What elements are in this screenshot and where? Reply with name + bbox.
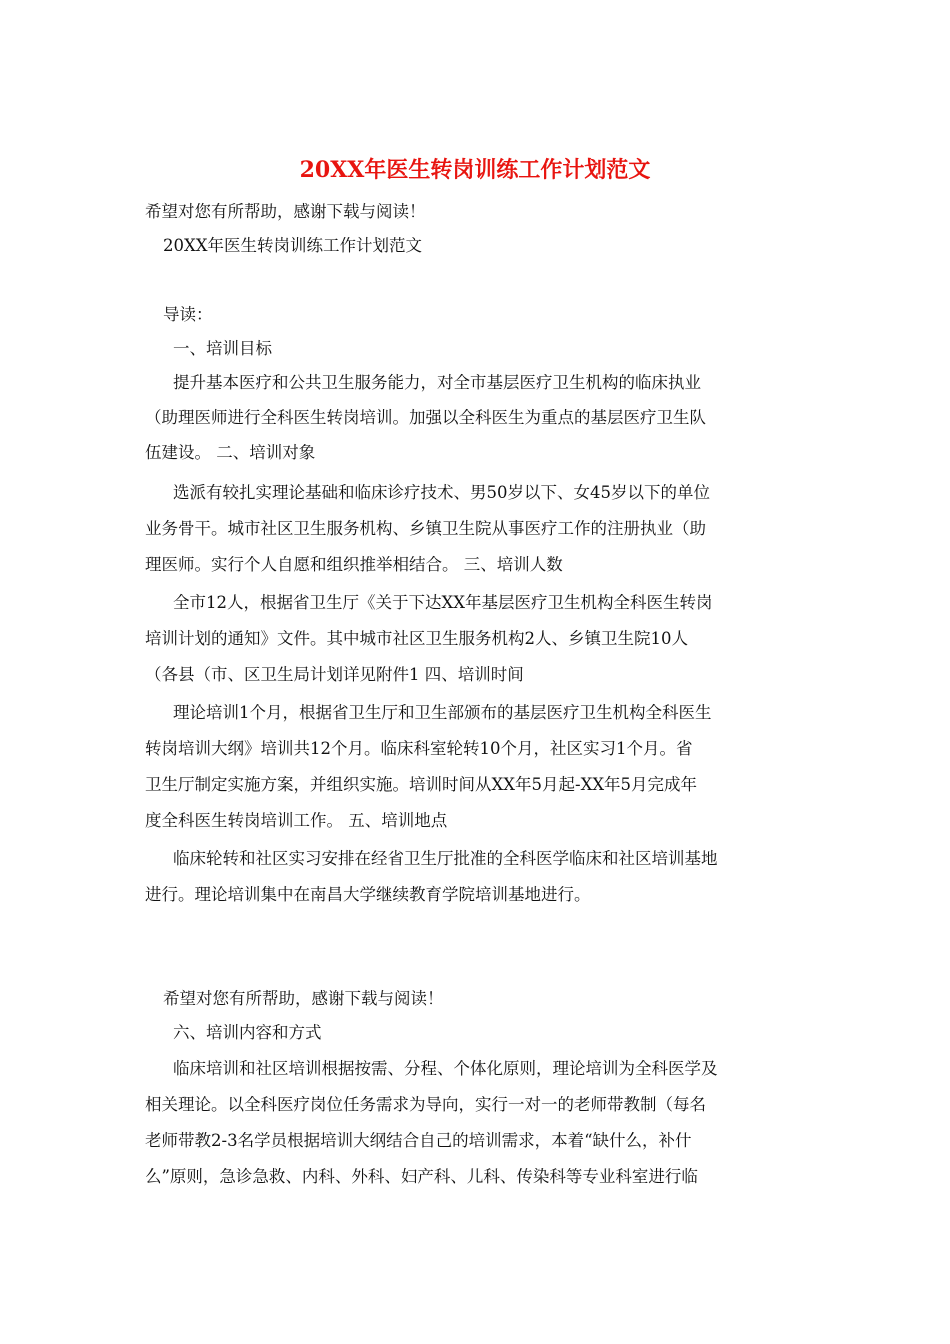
document-title: 20XX年医生转岗训练工作计划范文 <box>299 157 651 183</box>
paragraph-line: 么”原则，急诊急救、内科、外科、妇产科、儿科、传染科等专业科室进行临 <box>145 1167 698 1186</box>
paragraph-line: 全市12人，根据省卫生厅《关于下达XX年基层医疗卫生机构全科医生转岗 <box>173 593 713 612</box>
paragraph-line: 卫生厅制定实施方案，并组织实施。培训时间从XX年5月起-XX年5月完成年 <box>145 775 698 794</box>
section-heading: 六、培训内容和方式 <box>173 1023 322 1042</box>
section-heading: 一、培训目标 <box>173 339 272 358</box>
paragraph-line: 临床轮转和社区实习安排在经省卫生厅批准的全科医学临床和社区培训基地 <box>173 849 718 868</box>
greeting-line: 希望对您有所帮助，感谢下载与阅读！ <box>145 202 426 221</box>
paragraph-line: 相关理论。以全科医疗岗位任务需求为导向，实行一对一的老师带教制（每名 <box>145 1095 706 1114</box>
paragraph-line: 提升基本医疗和公共卫生服务能力，对全市基层医疗卫生机构的临床执业 <box>173 373 701 392</box>
paragraph-line: （各县（市、区卫生局计划详见附件1 四、培训时间 <box>145 665 524 684</box>
greeting-line-repeat: 希望对您有所帮助，感谢下载与阅读！ <box>163 989 444 1008</box>
paragraph-line: 选派有较扎实理论基础和临床诊疗技术、男50岁以下、女45岁以下的单位 <box>173 483 710 502</box>
paragraph-line: 理论培训1个月，根据省卫生厅和卫生部颁布的基层医疗卫生机构全科医生 <box>173 703 712 722</box>
paragraph-line: 老师带教2-3名学员根据培训大纲结合自己的培训需求，本着“缺什么，补什 <box>145 1131 692 1150</box>
subtitle-line: 20XX年医生转岗训练工作计划范文 <box>163 236 422 255</box>
paragraph-line: 临床培训和社区培训根据按需、分程、个体化原则，理论培训为全科医学及 <box>173 1059 718 1078</box>
paragraph-line: 转岗培训大纲》培训共12个月。临床科室轮转10个月，社区实习1个月。省 <box>145 739 693 758</box>
intro-label: 导读： <box>163 305 213 324</box>
paragraph-line: 理医师。实行个人自愿和组织推举相结合。 三、培训人数 <box>145 555 563 574</box>
paragraph-line: 业务骨干。城市社区卫生服务机构、乡镇卫生院从事医疗工作的注册执业（助 <box>145 519 706 538</box>
paragraph-line: （助理医师进行全科医生转岗培训。加强以全科医生为重点的基层医疗卫生队 <box>145 408 706 427</box>
paragraph-line: 培训计划的通知》文件。其中城市社区卫生服务机构2人、乡镇卫生院10人 <box>145 629 688 648</box>
paragraph-line: 伍建设。 二、培训对象 <box>145 443 316 462</box>
paragraph-line: 度全科医生转岗培训工作。 五、培训地点 <box>145 811 448 830</box>
paragraph-line: 进行。理论培训集中在南昌大学继续教育学院培训基地进行。 <box>145 885 591 904</box>
